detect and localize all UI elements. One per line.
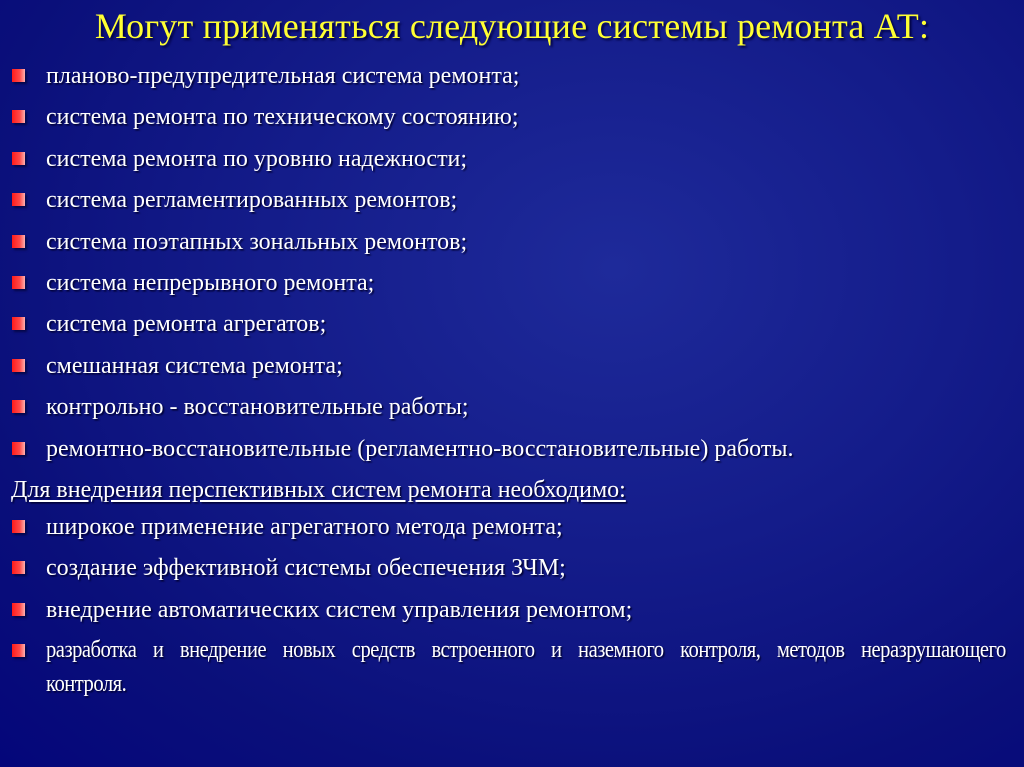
list-item bbox=[0, 633, 1024, 701]
list-item bbox=[0, 592, 1024, 633]
red-square-bullet-icon bbox=[12, 442, 25, 455]
list-item bbox=[0, 509, 1024, 550]
list-item-text: создание эффективной системы обеспечения ЗЧМ; bbox=[46, 555, 566, 582]
red-square-bullet-icon bbox=[12, 193, 25, 206]
red-square-bullet-icon bbox=[12, 400, 25, 413]
list-item bbox=[0, 141, 1024, 182]
systems-list bbox=[0, 58, 1024, 701]
red-square-bullet-icon bbox=[12, 152, 25, 165]
list-item-text: система регламентированных ремонтов; bbox=[46, 187, 458, 214]
list-item-text: система непрерывного ремонта; bbox=[46, 269, 375, 296]
list-item-text: разработка и внедрение новых средств встроенного и наземного контроля, методов неразрушающего контроля. bbox=[46, 637, 1006, 698]
subheading bbox=[0, 472, 1024, 509]
red-square-bullet-icon bbox=[12, 276, 25, 289]
list-item-text: широкое применение агрегатного метода ремонта; bbox=[46, 513, 563, 540]
list-item bbox=[0, 224, 1024, 265]
list-item bbox=[0, 99, 1024, 140]
list-item bbox=[0, 306, 1024, 347]
list-item bbox=[0, 431, 1024, 472]
list-item bbox=[0, 348, 1024, 389]
list-item-text: система ремонта по уровню надежности; bbox=[46, 145, 468, 172]
list-item bbox=[0, 58, 1024, 99]
red-square-bullet-icon bbox=[12, 317, 25, 330]
slide-title: Могут применяться следующие системы ремонта АТ: bbox=[94, 6, 930, 46]
list-item-text: система ремонта агрегатов; bbox=[46, 311, 327, 338]
red-square-bullet-icon bbox=[12, 520, 25, 533]
list-item bbox=[0, 550, 1024, 591]
list-item-text: система ремонта по техническому состоянию; bbox=[46, 104, 519, 131]
red-square-bullet-icon bbox=[12, 561, 25, 574]
red-square-bullet-icon bbox=[12, 644, 25, 657]
red-square-bullet-icon bbox=[12, 69, 25, 82]
list-item-text: контрольно - восстановительные работы; bbox=[46, 394, 469, 421]
list-item bbox=[0, 265, 1024, 306]
list-item-text: система поэтапных зональных ремонтов; bbox=[46, 228, 468, 255]
red-square-bullet-icon bbox=[12, 110, 25, 123]
red-square-bullet-icon bbox=[12, 235, 25, 248]
list-item-text: планово-предупредительная система ремонта; bbox=[46, 63, 520, 89]
subheading-text: Для внедрения перспективных систем ремонта необходимо: bbox=[11, 476, 626, 503]
list-item bbox=[0, 389, 1024, 430]
red-square-bullet-icon bbox=[12, 359, 25, 372]
list-item-text: смешанная система ремонта; bbox=[46, 352, 343, 379]
red-square-bullet-icon bbox=[12, 603, 25, 616]
list-item-text: ремонтно-восстановительные (регламентно-восстановительные) работы. bbox=[46, 435, 794, 462]
list-item-text: внедрение автоматических систем управления ремонтом; bbox=[46, 596, 633, 623]
list-item bbox=[0, 182, 1024, 223]
